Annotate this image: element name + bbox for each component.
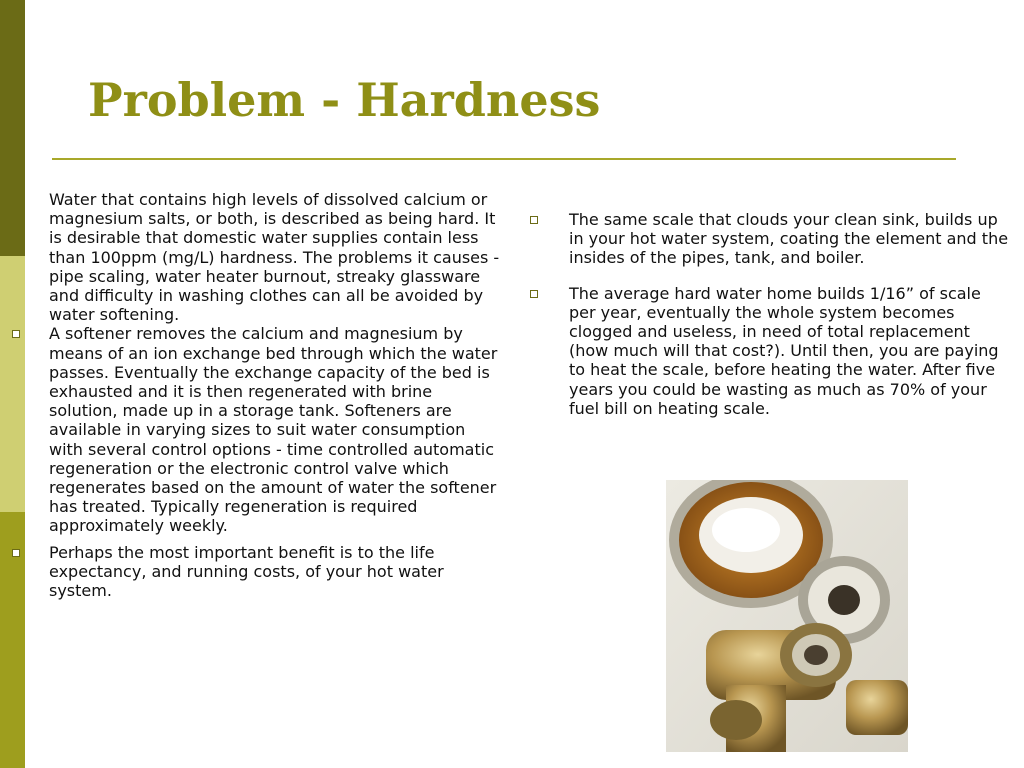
- hardness-definition-paragraph: [12, 190, 502, 324]
- hollow-square-bullet-icon: [12, 549, 20, 557]
- paragraph-text: Water that contains high levels of dissolved calcium or magnesium salts, or both, is described as being hard. It is desirable that domestic water supplies contain less than 100ppm (mg/L) hardness. The problems it causes - pipe scaling, water heater burnout, streaky glassware and difficulty in washing clothes can all be avoided by water softening.: [49, 190, 500, 325]
- bullet-text: The average hard water home builds 1/16” of scale per year, eventually the whole system becomes clogged and useless, in need of total replacement (how much will that cost?). Until then, you are paying to heat the scale, before heating the water. After five years you could be wasting as much as 70% of your fuel bill on heating scale.: [569, 283, 999, 418]
- title-divider: [52, 158, 956, 160]
- bullet-text: The same scale that clouds your clean sink, builds up in your hot water system, coating the element and the insides of the pipes, tank, and boiler.: [569, 210, 1009, 268]
- hollow-square-bullet-icon: [530, 216, 538, 224]
- scaled-pipes-photo: [666, 480, 908, 752]
- hollow-square-bullet-icon: [12, 330, 20, 338]
- benefit-bullet: [12, 543, 502, 601]
- hollow-square-bullet-icon: [530, 290, 538, 298]
- bullet-text: Perhaps the most important benefit is to the life expectancy, and running costs, of your hot water system.: [49, 542, 444, 601]
- right-column: [530, 210, 1010, 418]
- scale-cost-bullet: [530, 284, 1010, 418]
- left-column: [12, 190, 502, 600]
- slide-title: Problem - Hardness: [88, 73, 601, 127]
- softener-bullet: [12, 324, 502, 535]
- bullet-text: A softener removes the calcium and magnesium by means of an ion exchange bed through which the water passes. Eventually the exchange capacity of the bed is exhausted and it is then regenerated with brine solution, made up in a storage tank. Softeners are available in varying sizes to suit water consumption with several control options - time controlled automatic regeneration or the electronic control valve which regenerates based on the amount of water the softener has treated. Typically regeneration is required approximately weekly.: [49, 324, 498, 536]
- scale-sink-bullet: [530, 210, 1010, 268]
